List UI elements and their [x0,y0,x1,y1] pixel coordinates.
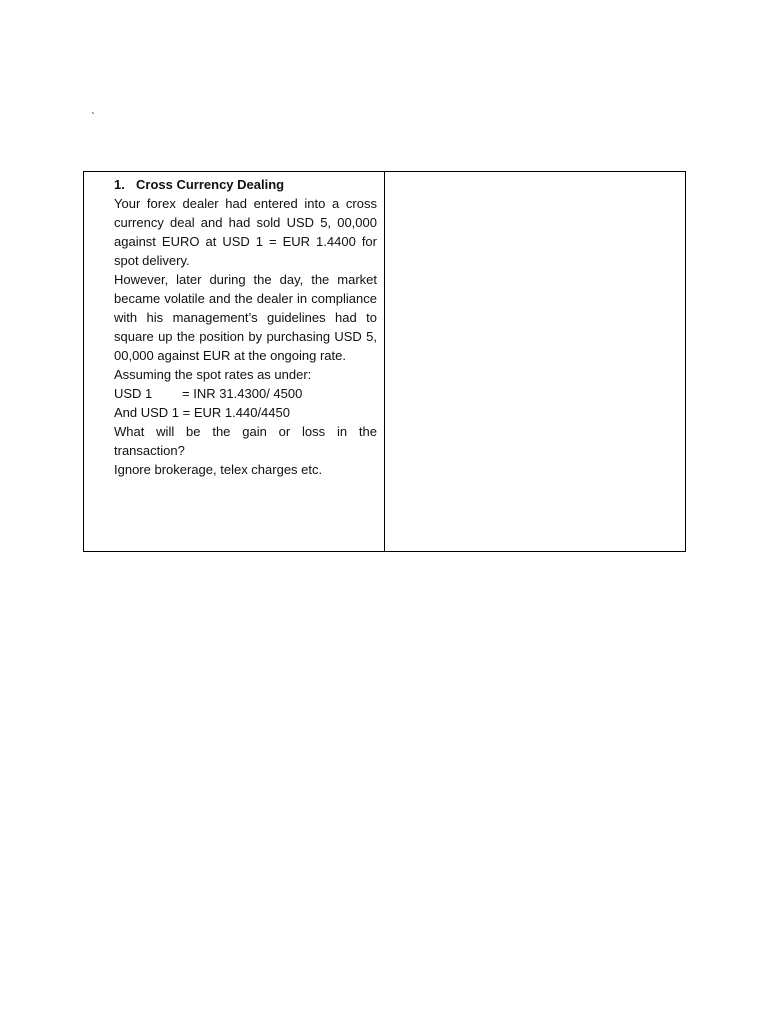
assumption-intro: Assuming the spot rates as under: [114,367,312,382]
rate-value: = INR 31.4300/ 4500 [182,386,303,401]
question-title: Cross Currency Dealing [136,177,285,192]
question-body [114,194,377,479]
question-note: Ignore brokerage, telex charges etc. [114,462,323,477]
question-prompt: What will be the gain or loss in the transaction? [114,424,377,458]
question-table [83,171,686,552]
stray-mark: ` [91,110,95,124]
spot-rate-eur: And USD 1 = EUR 1.440/4450 [114,405,290,420]
question-cell [84,172,385,551]
question-number: 1. [114,177,125,192]
answer-cell [385,172,685,551]
rate-label: USD 1 [114,386,153,401]
question-heading [114,175,377,194]
scenario-paragraph: Your forex dealer had entered into a cross currency deal and had sold USD 5, 00,000 against EURO at USD 1 = EUR 1.4400 for spot delivery. [114,196,377,268]
spot-rate-inr [114,384,377,403]
scenario-paragraph: However, later during the day, the market became volatile and the dealer in compliance with his management’s guidelines had to square up the position by purchasing USD 5, 00,000 against EUR at the ongoing rate. [114,272,377,363]
